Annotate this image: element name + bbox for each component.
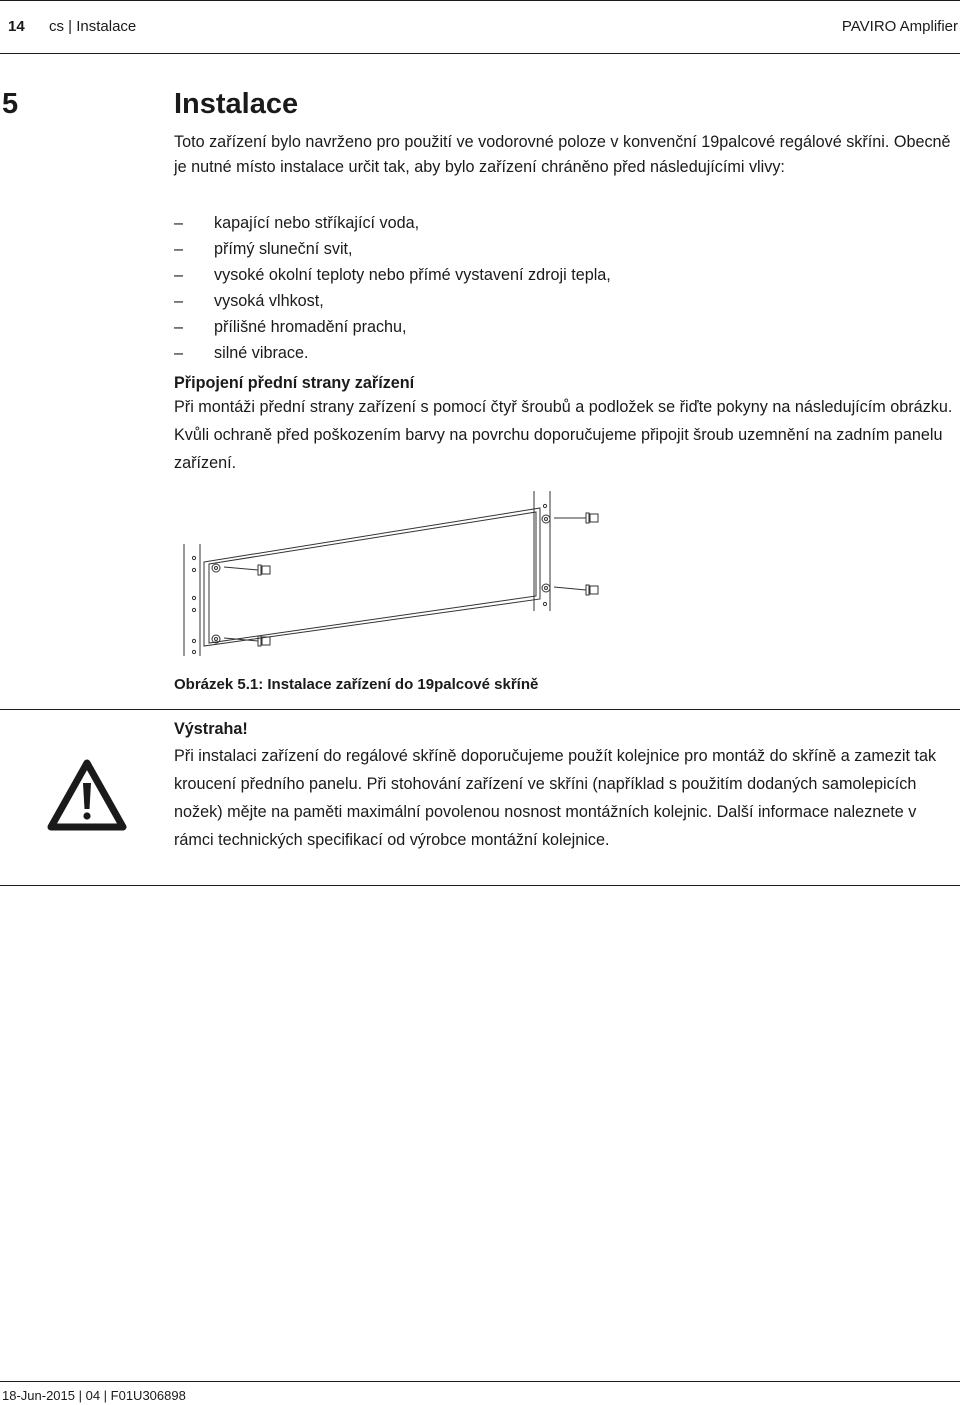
warning-top-rule bbox=[0, 709, 960, 710]
header-top-rule bbox=[0, 0, 960, 1]
dash-bullet: – bbox=[174, 318, 184, 336]
section-label: cs | Instalace bbox=[49, 18, 137, 35]
chapter-title: Instalace bbox=[174, 88, 299, 120]
product-name: PAVIRO Amplifier bbox=[841, 18, 958, 35]
list-item bbox=[174, 262, 611, 288]
list-item bbox=[174, 288, 611, 314]
figure-caption: Obrázek 5.1: Instalace zařízení do 19palcové skříně bbox=[174, 676, 539, 693]
rack-mount-illustration bbox=[174, 486, 614, 666]
chapter-number: 5 bbox=[2, 88, 19, 120]
footer-info: 18-Jun-2015 | 04 | F01U306898 bbox=[2, 1388, 186, 1403]
list-item-text: kapající nebo stříkající voda, bbox=[214, 214, 420, 232]
list-item-text: vysoká vlhkost, bbox=[214, 292, 324, 310]
front-mount-paragraph: Při montáži přední strany zařízení s pomocí čtyř šroubů a podložek se řiďte pokyny na následujícím obrázku. Kvůli ochraně před poškozením barvy na povrchu doporučujeme připojit šroub uzemnění na zadním panelu zařízení. bbox=[174, 398, 953, 472]
list-item-text: vysoké okolní teploty nebo přímé vystavení zdroji tepla, bbox=[214, 266, 611, 284]
warning-triangle-icon bbox=[46, 758, 128, 832]
dash-bullet: – bbox=[174, 292, 184, 310]
dash-bullet: – bbox=[174, 214, 184, 232]
warning-text: Při instalaci zařízení do regálové skříně doporučujeme použít kolejnice pro montáž do skříně a zamezit tak kroucení předního panelu. Při stohování zařízení ve skříni (například s použitím dodaných samolepicích nožek) mějte na paměti maximální povolenou nosnost montážních kolejnic. Další informace naleznete v rámci technických specifikací od výrobce montážní kolejnice. bbox=[174, 747, 937, 849]
header-bottom-rule bbox=[0, 53, 960, 54]
list-item bbox=[174, 340, 611, 366]
list-item bbox=[174, 314, 611, 340]
front-mount-heading: Připojení přední strany zařízení bbox=[174, 374, 415, 392]
list-item-text: přímý sluneční svit, bbox=[214, 240, 353, 258]
list-item-text: silné vibrace. bbox=[214, 344, 309, 362]
warning-title: Výstraha! bbox=[174, 720, 248, 738]
list-item bbox=[174, 210, 611, 236]
dash-bullet: – bbox=[174, 344, 184, 362]
influence-list bbox=[174, 210, 611, 366]
list-item bbox=[174, 236, 611, 262]
dash-bullet: – bbox=[174, 240, 184, 258]
intro-paragraph: Toto zařízení bylo navrženo pro použití ve vodorovné poloze v konvenční 19palcové regálové skříni. Obecně je nutné místo instalace určit tak, aby bylo zařízení chráněno před následujícími vlivy: bbox=[174, 133, 951, 176]
dash-bullet: – bbox=[174, 266, 184, 284]
page-number: 14 bbox=[8, 18, 25, 35]
list-item-text: přílišné hromadění prachu, bbox=[214, 318, 407, 336]
warning-bottom-rule bbox=[0, 885, 960, 886]
footer-rule bbox=[0, 1381, 960, 1382]
